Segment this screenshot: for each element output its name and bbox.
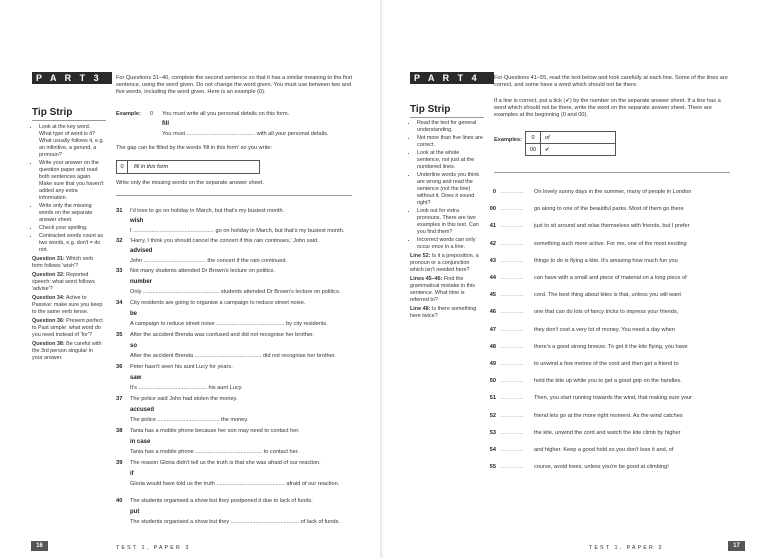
tip-item: • Read the text for general understanding. (417, 120, 484, 134)
line-number: 42 (489, 240, 496, 247)
answer-blank: ........... (501, 223, 524, 230)
page-footer: TEST 1, PAPER 3 (116, 545, 191, 551)
question-key-word: in case (130, 439, 151, 445)
tip-item: • Underline words you think are wrong and read the sentence (not the line) without it. Does it sound right? (417, 172, 484, 207)
examples-label: Examples: (494, 137, 522, 143)
line-text: On lovely sunny days in the summer, many of people in London (534, 189, 692, 195)
tip-rule (410, 117, 484, 118)
part-4-label: P A R T 4 (410, 72, 494, 84)
question-key-word: put (130, 509, 140, 515)
instructions-2: If a line is correct, put a tick (✔) by the number on the separate answer sheet. If a line has a word which should not be there, write the word on the separate answer sheet. There are examples at the beginning (0 and 00). (494, 98, 721, 119)
part-3-label: P A R T 3 (32, 72, 112, 84)
line-text: course, avoid trees, unless you're be good at climbing! (534, 464, 669, 471)
tip-item: • Look out for extra pronouns. There are two examples in this test. Can you find them? (417, 208, 484, 236)
line-number: 00 (489, 206, 496, 213)
question-key-word: be (130, 311, 138, 317)
answer-blank: ........... (501, 326, 524, 333)
answer-blank: ........... (501, 240, 524, 247)
question-second-sentence: The students organised a show but they ............................................ of lack of funds. (130, 519, 340, 525)
example-label: Example: (116, 111, 141, 117)
tip-item: • Write your answer on the question paper and read both sentences again. Make sure that you haven't added any extra information. (39, 160, 104, 202)
tip-strip (32, 124, 104, 362)
question-first-sentence: 'Harry, I think you should cancel the concert if this rain continues,' John said. (130, 238, 319, 244)
example-second-sentence: You must ............................................ with all your personal details. (162, 131, 329, 137)
question-first-sentence: The reason Gloria didn't tell us the truth is that she was afraid of our reaction. (130, 460, 321, 466)
line-number: 51 (489, 395, 496, 402)
line-text: one that can do lots of fancy tricks to impress your friends, (534, 309, 679, 316)
tip-rule (32, 120, 106, 121)
question-key-word: saw (130, 375, 142, 381)
question-first-sentence: The students organised a show but they postponed it due to lack of funds. (130, 498, 313, 504)
answer-blank: ........... (501, 309, 524, 316)
question-second-sentence: After the accident Brenda ........................................... did not recognise her brother. (130, 353, 336, 359)
question-first-sentence: Peter hasn't seen his aunt Lucy for years. (130, 364, 233, 370)
gap-note: The gap can be filled by the words 'fill in this form' so you write: (116, 145, 273, 151)
line-number: 41 (489, 223, 496, 230)
line-number: 47 (489, 326, 496, 333)
answer-blank: ........... (501, 378, 524, 385)
line-number: 50 (489, 378, 496, 385)
line-text: go along to one of the beautiful parks. Most of them go there (534, 206, 684, 213)
line-number: 43 (489, 257, 496, 264)
question-key-word: number (130, 279, 153, 285)
line-number: 45 (489, 292, 496, 299)
tip-item: • Incorrect words can only occur once in a line. (417, 237, 484, 251)
instructions: For Questions 31–40, complete the second sentence so that it has a similar meaning to the first sentence, using the word given. Do not change the word given. You must use between two and five words, including the word given. Here is an example (0). (116, 75, 352, 96)
answer-blank: ........... (501, 292, 524, 299)
answer-blank: ........... (501, 189, 524, 195)
tip-question: Question 34: Active to Passive: make sure you keep to the same verb tense. (32, 295, 103, 315)
question-second-sentence: The police ........................................ the money. (130, 417, 249, 423)
tip-item: • Write only the missing words on the separate answer sheet. (39, 203, 104, 224)
question-second-sentence: Tania has a mobile phone ........................................... to contact her. (130, 449, 299, 455)
question-number: 39 (116, 460, 123, 466)
tip-question: Question 36: Present perfect to Past simple: what word do you need instead of 'for'? (32, 318, 103, 338)
example-answer-num: 0 (117, 161, 128, 173)
question-key-word: wish (130, 218, 144, 224)
tip-item: • Look at the key word. What type of word is it? What usually follows it, e.g. an infinitive, a gerund, a pronoun? (39, 124, 104, 159)
answer-blank: ........... (501, 464, 524, 471)
line-number: 46 (489, 309, 496, 316)
tip-question: Question 32: Reported speech: what word follows 'advise'? (32, 272, 95, 292)
question-key-word: advised (130, 248, 153, 254)
example-answer-box (116, 160, 260, 174)
question-number: 32 (116, 238, 123, 244)
answer-blank: ........... (501, 395, 524, 402)
tip-question: Question 38: Be careful with the 3rd person singular in your answer. (32, 341, 102, 361)
line-text: and higher. Keep a good hold so you don't lose it and, of (534, 447, 674, 453)
example-num: 0 (526, 132, 541, 144)
question-second-sentence: John ........................................ the concert if the rain continued. (130, 258, 288, 264)
example-row (526, 144, 616, 156)
write-only-note: Write only the missing words on the separate answer sheet. (116, 180, 264, 186)
tip-strip-title: Tip Strip (32, 107, 73, 118)
page-number: 16 (31, 541, 48, 551)
line-text: something such more active. For me, one of the most exciting (534, 240, 687, 247)
line-number: 55 (489, 464, 496, 471)
tip-strip (410, 120, 484, 320)
question-number: 35 (116, 332, 123, 338)
tip-item: • Check your spelling. (39, 225, 104, 232)
example-answer: of (541, 132, 616, 144)
tip-item: • Look at the whole sentence, not just at the numbered lines. (417, 150, 484, 171)
question-number: 38 (116, 428, 123, 434)
question-key-word: if (130, 471, 134, 477)
question-key-word: so (130, 343, 138, 349)
answer-blank: ........... (501, 412, 524, 419)
example-sentence: You must write all you personal details on this form. (162, 111, 290, 117)
line-text: the kite, unwind the cord and watch the kite climb by higher (534, 429, 681, 436)
question-first-sentence: The police said John had stolen the money. (130, 396, 238, 402)
line-text: they don't cost a very lot of money. You need a day when (534, 326, 675, 333)
line-number: 48 (489, 343, 496, 350)
example-row (526, 132, 616, 144)
question-key-word: accused (130, 407, 155, 413)
line-number: 54 (489, 447, 496, 453)
question-second-sentence: I .................................................... go on holiday in March, but that's my busiest month. (130, 228, 345, 234)
answer-blank: ........... (501, 257, 524, 264)
page-number: 17 (728, 541, 745, 551)
question-second-sentence: Only ................................................. students attended Dr Brown's lecture on politics. (130, 289, 341, 295)
line-text: cord. The best thing about kites is that, unless you will want (534, 292, 681, 299)
line-text: hold the kite up while you to get a good grip on the handles. (534, 378, 682, 385)
right-page (384, 0, 768, 558)
line-text: can have with a small and piece of material on a long piece of (534, 275, 687, 281)
answer-blank: ........... (501, 206, 524, 213)
question-second-sentence: It's ............................................ his aunt Lucy. (130, 385, 243, 391)
line-text: there's a good strong breeze. To get it the kite flying, you have (534, 343, 688, 350)
line-text: just to sit around and relax themselves with friends, but I prefer (534, 223, 690, 230)
example-key-word: fill (162, 121, 169, 127)
question-first-sentence: Not many students attended Dr Brown's lecture on politics. (130, 268, 276, 274)
question-first-sentence: Tania has a mobile phone because her son may need to contact her. (130, 428, 300, 434)
line-text: friend lets go at the more right moment. As the wind catches (534, 412, 683, 419)
question-number: 37 (116, 396, 123, 402)
page-footer: TEST 1, PAPER 3 (589, 545, 664, 551)
question-number: 33 (116, 268, 123, 274)
tip-question: Question 31: Which verb form follows 'wish'? (32, 256, 94, 269)
line-number: 53 (489, 429, 496, 436)
example-answer-text: fill in this form (134, 164, 169, 170)
line-number: 49 (489, 361, 496, 367)
instructions-1: For Questions 41–55, read the text below and look carefully at each line. Some of the lines are correct, and some have a word which should not be there. (494, 75, 728, 89)
line-text: to unwind a few metres of the cord and then get a friend to (534, 361, 679, 367)
section-rule (494, 172, 730, 173)
tip-question: Line 48: Is there something here twice? (410, 306, 477, 319)
tip-item: • Contracted words count as two words, e.g. don't = do not. (39, 233, 104, 254)
example-num: 0 (150, 111, 154, 117)
question-number: 40 (116, 498, 123, 504)
question-first-sentence: City residents are going to organise a campaign to reduce street noise. (130, 300, 306, 306)
question-number: 36 (116, 364, 123, 370)
section-rule (116, 195, 352, 196)
question-second-sentence: Gloria would have told us the truth ............................................ afraid of our reaction. (130, 481, 340, 487)
line-number: 0 (492, 189, 496, 195)
question-second-sentence: A campaign to reduce street noise ............................................ by city residents. (130, 321, 328, 327)
question-number: 31 (116, 208, 123, 214)
answer-blank: ........... (501, 275, 524, 281)
example-answer: ✔ (541, 144, 616, 156)
tip-item: • Not more than five lines are correct. (417, 135, 484, 149)
answer-blank: ........... (501, 429, 524, 436)
tip-strip-title: Tip Strip (410, 104, 451, 115)
example-num: 00 (526, 144, 541, 156)
tip-question: Lines 45–46: Find the grammatical mistake in this sentence. What time is referred to? (410, 276, 476, 303)
line-number: 44 (489, 275, 496, 281)
line-number: 52 (489, 412, 496, 419)
answer-blank: ........... (501, 361, 524, 367)
line-text: Then, you start running towards the wind, that making sure your (534, 395, 692, 402)
answer-blank: ........... (501, 447, 524, 453)
line-text: things to do is flying a kite. It's amazing how much fun you (534, 257, 678, 264)
tip-question: Line 52: Is it a preposition, a pronoun or a conjunction which isn't needed here? (410, 253, 479, 273)
question-first-sentence: I'd love to go on holiday in March, but that's my busiest month. (130, 208, 285, 214)
answer-blank: ........... (501, 343, 524, 350)
question-first-sentence: After the accident Brenda was confused and did not recognise her brother. (130, 332, 315, 338)
question-number: 34 (116, 300, 123, 306)
examples-grid (525, 131, 616, 156)
